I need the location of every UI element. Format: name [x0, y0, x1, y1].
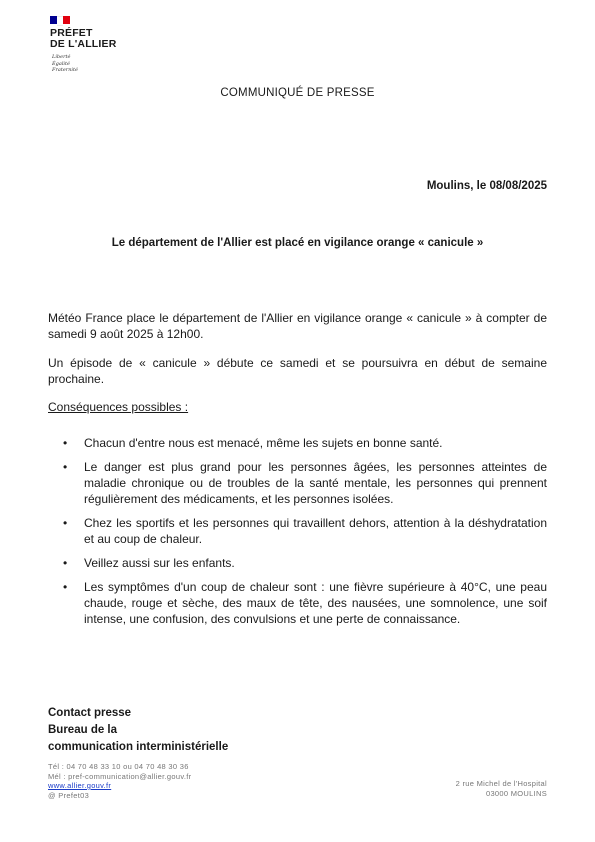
- consequences-heading: Conséquences possibles :: [48, 400, 189, 414]
- footer-phone: Tél : 04 70 48 33 10 ou 04 70 48 30 36: [48, 762, 189, 771]
- contact-line2: Bureau de la: [48, 724, 118, 736]
- motto-egalite: Égalité: [52, 60, 70, 67]
- press-release-headline: Le département de l'Allier est placé en vigilance orange « canicule »: [111, 237, 484, 249]
- marianne-flag-icon: [50, 16, 70, 24]
- bullet-icon: •: [63, 556, 68, 570]
- list-item-text: Le danger est plus grand pour les personnes âgées, les personnes atteintes de maladie chronique ou de troubles de la santé mentale, les personnes qui prennent régulièrement des médicaments, et les personnes isolées.: [84, 460, 547, 506]
- list-item-text: Chacun d'entre nous est menacé, même les sujets en bonne santé.: [84, 436, 443, 450]
- document-type-heading: COMMUNIQUÉ DE PRESSE: [220, 87, 375, 99]
- list-item: [63, 515, 547, 547]
- contact-line1: Contact presse: [48, 707, 132, 719]
- motto-fraternite: Fraternité: [52, 67, 78, 73]
- footer-social-handle[interactable]: @ Prefet03: [48, 790, 90, 800]
- consequences-list: [63, 435, 547, 635]
- bullet-icon: •: [63, 516, 68, 530]
- footer-email[interactable]: Mél : pref-communication@allier.gouv.fr: [48, 771, 192, 781]
- list-item-text: Veillez aussi sur les enfants.: [84, 556, 235, 570]
- list-item: [63, 579, 547, 627]
- flag-red: [63, 16, 70, 24]
- list-item: [63, 555, 547, 571]
- motto-liberte: Liberté: [52, 54, 71, 60]
- bullet-icon: •: [63, 580, 68, 594]
- bullet-icon: •: [63, 436, 68, 450]
- flag-blue: [50, 16, 57, 24]
- footer-address-line1: 2 rue Michel de l'Hospital: [455, 779, 547, 788]
- prefecture-logo-title: [50, 28, 117, 50]
- footer-address: [456, 779, 547, 798]
- logo-title-line1: PRÉFET: [50, 27, 93, 39]
- list-item-text: Chez les sportifs et les personnes qui travaillent dehors, attention à la déshydratation et au coup de chaleur.: [84, 516, 547, 546]
- footer-website-link[interactable]: www.allier.gouv.fr: [48, 781, 112, 790]
- flag-white: [57, 16, 64, 26]
- episode-paragraph: Un épisode de « canicule » débute ce samedi et se poursuivra en début de semaine prochaine.: [48, 356, 547, 386]
- date-line: Moulins, le 08/08/2025: [426, 180, 547, 192]
- list-item: [63, 435, 547, 451]
- republic-motto: [52, 54, 78, 74]
- intro-paragraph: Météo France place le département de l'Allier en vigilance orange « canicule » à compter de samedi 9 août 2025 à 12h00.: [48, 311, 547, 341]
- list-item-text: Les symptômes d'un coup de chaleur sont : une fièvre supérieure à 40°C, une peau chaude, rouge et sèche, des maux de tête, des nausées, une somnolence, une soif intense, une confusion, des convulsions et une perte de connaissance.: [84, 580, 547, 626]
- bullet-icon: •: [63, 460, 68, 474]
- contact-line3: communication interministérielle: [48, 741, 229, 753]
- footer-contact-info: [48, 762, 191, 800]
- footer-address-line2: 03000 MOULINS: [485, 788, 547, 798]
- list-item: [63, 459, 547, 507]
- press-contact-block: [48, 705, 228, 756]
- logo-title-line2: DE L'ALLIER: [50, 38, 117, 50]
